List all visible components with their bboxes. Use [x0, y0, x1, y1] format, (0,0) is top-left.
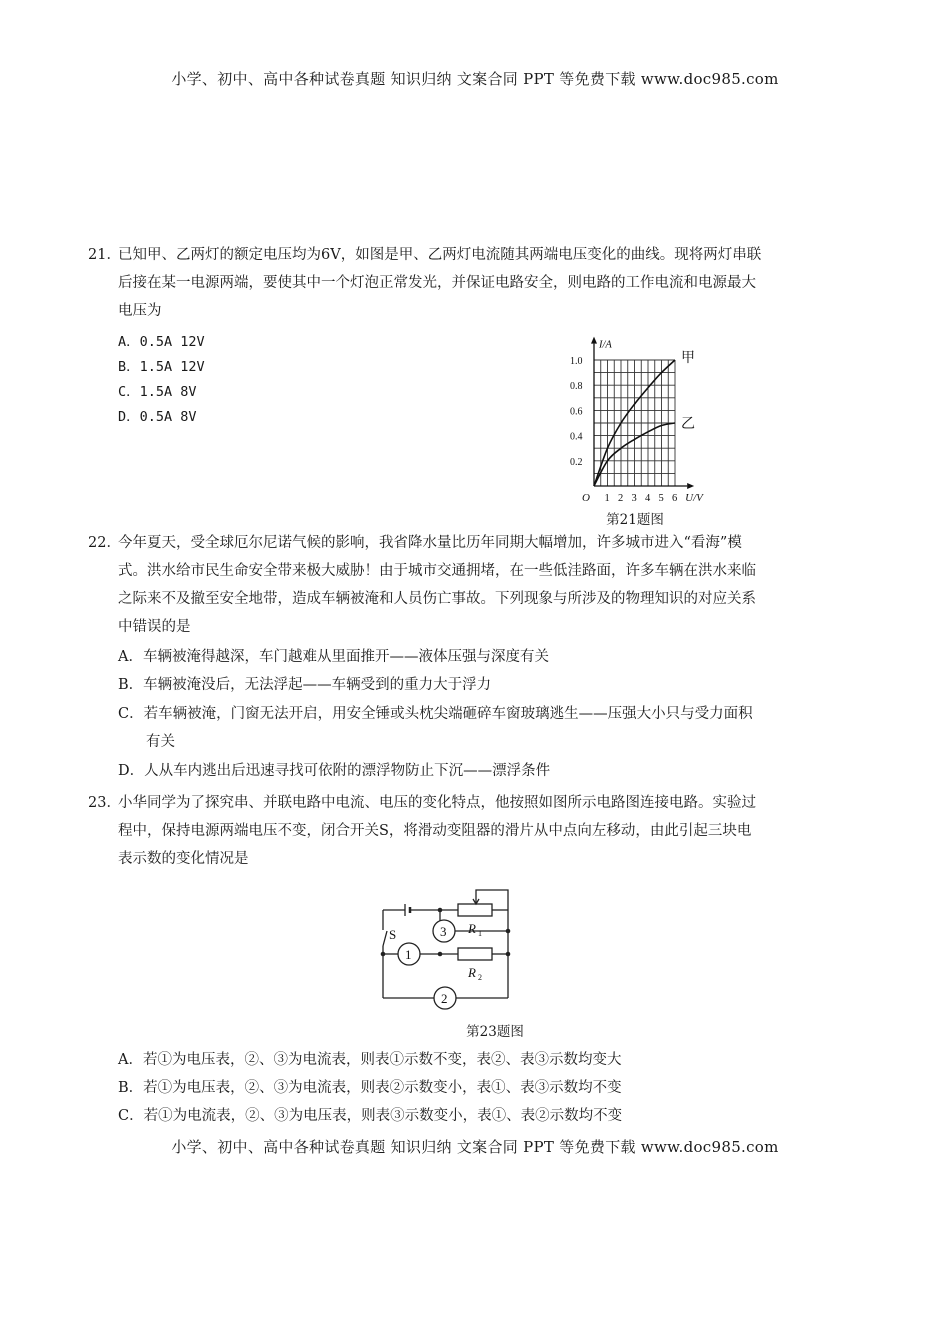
q23-line2: 程中，保持电源两端电压不变，闭合开关S，将滑动变阻器的滑片从中点向左移动，由此引起三块电: [118, 823, 752, 839]
q23-option-c[interactable]: C．若①为电流表，②、③为电压表，则表③示数变小，表①、表②示数均不变: [118, 1108, 623, 1124]
q22-line1: [88, 530, 868, 556]
r1-resistor: [458, 904, 492, 916]
y-tick-label-1.0: 1.0: [570, 356, 583, 367]
x-tick-label-6: 6: [672, 493, 678, 504]
q22-number: 22．: [88, 535, 121, 551]
series-label-jia: 甲: [681, 351, 695, 366]
y-tick-label-0.2: 0.2: [570, 456, 583, 468]
q23-circuit-diagram: [378, 886, 518, 1011]
q22-option-b[interactable]: B．车辆被淹没后，无法浮起——车辆受到的重力大于浮力: [118, 677, 492, 693]
q21-number: 21．: [88, 247, 121, 263]
q21-stem-1: 已知甲、乙两灯的额定电压均为6V，如图是甲、乙两灯电流随其两端电压变化的曲线。现将两灯串联: [118, 247, 762, 263]
r2-resistor: [458, 948, 492, 960]
q21-option-b[interactable]: B．1.5A 12V: [118, 359, 205, 375]
q21-option-a[interactable]: A．0.5A 12V: [118, 334, 205, 350]
q23-option-a[interactable]: A．若①为电压表，②、③为电流表，则表①示数不变，表②、表③示数均变大: [118, 1052, 622, 1068]
q22-option-a[interactable]: A．车辆被淹得越深，车门越难从里面推开——液体压强与深度有关: [118, 649, 549, 665]
q23-line3: 表示数的变化情况是: [118, 851, 249, 867]
y-tick-label-0.8: 0.8: [570, 381, 583, 393]
q21-line3: 电压为: [118, 303, 162, 319]
meter-3-label: 3: [440, 924, 447, 939]
q22-line4: 中错误的是: [118, 619, 191, 635]
x-tick-label-1: 1: [604, 493, 610, 504]
page-footer: 小学、初中、高中各种试卷真题 知识归纳 文案合同 PPT 等免费下载 www.doc985.com: [171, 1138, 779, 1156]
q23-option-b[interactable]: B．若①为电压表，②、③为电流表，则表②示数变小，表①、表③示数均不变: [118, 1080, 622, 1096]
q21-line2: 后接在某一电源两端，要使其中一个灯泡正常发光，并保证电路安全，则电路的工作电流和电源最大: [118, 275, 756, 291]
q22-option-d[interactable]: D．人从车内逃出后迅速寻找可依附的漂浮物防止下沉——漂浮条件: [118, 763, 551, 779]
x-tick-label-2: 2: [618, 493, 624, 504]
q21-option-c[interactable]: C．1.5A 8V: [118, 384, 197, 400]
q23-number: 23．: [88, 795, 121, 811]
q23-stem-1: 小华同学为了探究串、并联电路中电流、电压的变化特点，他按照如图所示电路图连接电路。实验过: [118, 795, 756, 811]
x-tick-label-5: 5: [658, 493, 664, 504]
x-tick-label-4: 4: [645, 493, 651, 504]
y-axis-arrow: [591, 337, 597, 344]
y-axis-label: I/A: [599, 339, 612, 351]
q21-option-d[interactable]: D．0.5A 8V: [118, 409, 197, 425]
q21-line1: [88, 242, 868, 268]
q22-option-c[interactable]: C．若车辆被淹，门窗无法开启，用安全锤或头枕尖端砸碎车窗玻璃逃生——压强大小只与受力面积: [118, 706, 753, 722]
r2-subscript: 2: [478, 973, 482, 982]
r1-label: R: [468, 921, 476, 936]
meter-2-label: 2: [441, 991, 448, 1006]
x-axis-arrow: [687, 483, 694, 489]
q22-option-c-cont: 有关: [146, 734, 175, 750]
switch-label: S: [389, 927, 397, 942]
q21-iu-chart: [560, 326, 740, 511]
q22-stem-1: 今年夏天，受全球厄尔尼诺气候的影响，我省降水量比历年同期大幅增加，许多城市进入“看海”模: [118, 535, 742, 551]
q22-line3: 之际来不及撤至安全地带，造成车辆被淹和人员伤亡事故。下列现象与所涉及的物理知识的对应关系: [118, 591, 756, 607]
q21-caption: 第21题图: [606, 512, 664, 528]
series-label-yi: 乙: [681, 417, 695, 432]
y-tick-label-0.4: 0.4: [570, 431, 583, 443]
r1-subscript: 1: [478, 929, 482, 938]
x-axis-label: U/V: [685, 492, 703, 504]
page-header: 小学、初中、高中各种试卷真题 知识归纳 文案合同 PPT 等免费下载 www.doc985.com: [171, 70, 779, 88]
meter-1-label: 1: [405, 947, 412, 962]
q23-caption: 第23题图: [466, 1024, 524, 1040]
x-tick-label-3: 3: [631, 493, 637, 504]
q22-line2: 式。洪水给市民生命安全带来极大威胁！由于城市交通拥堵，在一些低洼路面，许多车辆在洪水来临: [118, 563, 756, 579]
origin-label: O: [582, 492, 590, 504]
r2-label: R: [468, 965, 476, 980]
q23-line1: [88, 790, 868, 816]
y-tick-label-0.6: 0.6: [570, 406, 583, 418]
